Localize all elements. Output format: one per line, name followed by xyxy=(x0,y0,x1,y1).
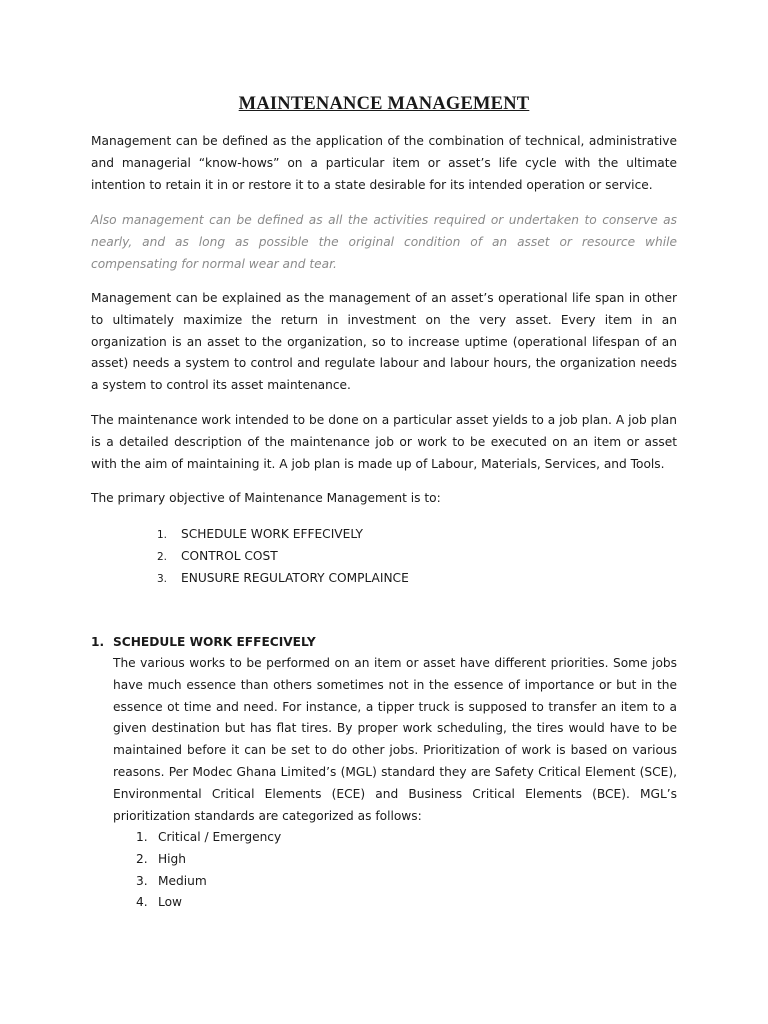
paragraph-definition: Management can be defined as the application of the combination of technical, administrative and managerial “know-hows” on a particular item or asset’s life cycle with the ultimate intention to retain it in or restore it to a state desirable for its intended operation or service. xyxy=(91,134,677,192)
paragraph-explanation: Management can be explained as the management of an asset’s operational life span in other to ultimately maximize the return in investment on the very asset. Every item in an organization is an asset to the organization, so to increase uptime (operational lifespan of an asset) needs a system to control and regulate labour and labour hours, the organization needs a system to control its asset maintenance. xyxy=(91,291,677,393)
list-item xyxy=(157,545,409,567)
list-item-number: 1. xyxy=(157,529,168,541)
document-title: MAINTENANCE MANAGEMENT xyxy=(238,94,530,114)
list-item xyxy=(136,827,281,849)
list-item-number: 3. xyxy=(136,873,148,888)
list-item-number: 2. xyxy=(157,551,168,563)
list-item-text: Critical / Emergency xyxy=(158,830,282,844)
list-item-text: CONTROL COST xyxy=(181,549,278,563)
list-item xyxy=(157,523,409,545)
section-number: 1. xyxy=(91,635,105,649)
list-item-text: Low xyxy=(158,895,182,910)
section-heading xyxy=(91,632,316,654)
list-item xyxy=(157,567,409,589)
list-item xyxy=(136,892,281,914)
list-item-number: 2. xyxy=(136,851,148,866)
list-item-text: ENUSURE REGULATORY COMPLAINCE xyxy=(181,571,409,585)
list-item-text: Medium xyxy=(158,873,207,888)
priority-list xyxy=(136,827,281,914)
list-item-number: 4. xyxy=(136,895,148,910)
paragraph-job-plan: The maintenance work intended to be done on a particular asset yields to a job plan. A job plan is a detailed description of the maintenance job or work to be executed on an item or asset with the aim of maintaining it. A job plan is made up of Labour, Materials, Services, and Tools. xyxy=(91,413,677,471)
paragraph-alternate-definition: Also management can be defined as all the activities required or undertaken to conserve as nearly, and as long as possible the original condition of an asset or resource while compensating for normal wear and tear. xyxy=(91,213,677,271)
list-item-number: 1. xyxy=(136,830,148,844)
list-item-number: 3. xyxy=(157,573,168,585)
section-body: The various works to be performed on an item or asset have different priorities. Some jobs have much essence than others sometimes not in the essence of importance or but in the essence ot time and need. For instance, a tipper truck is supposed to transfer an item to a given destination but has flat tires. By proper work scheduling, the tires would have to be maintained before it can be set to do other jobs. Prioritization of work is based on various reasons. Per Modec Ghana Limited’s (MGL) standard they are Safety Critical Element (SCE), Environmental Critical Elements (ECE) and Business Critical Elements (BCE). MGL’s prioritization standards are categorized as follows: xyxy=(113,656,677,823)
objectives-list xyxy=(157,523,409,589)
list-item-text: High xyxy=(158,851,187,866)
section-heading-text: SCHEDULE WORK EFFECIVELY xyxy=(113,635,316,649)
list-item xyxy=(136,871,281,893)
list-item xyxy=(136,849,281,871)
list-item-text: SCHEDULE WORK EFFECIVELY xyxy=(181,527,363,541)
paragraph-objective-intro: The primary objective of Maintenance Management is to: xyxy=(91,491,441,505)
